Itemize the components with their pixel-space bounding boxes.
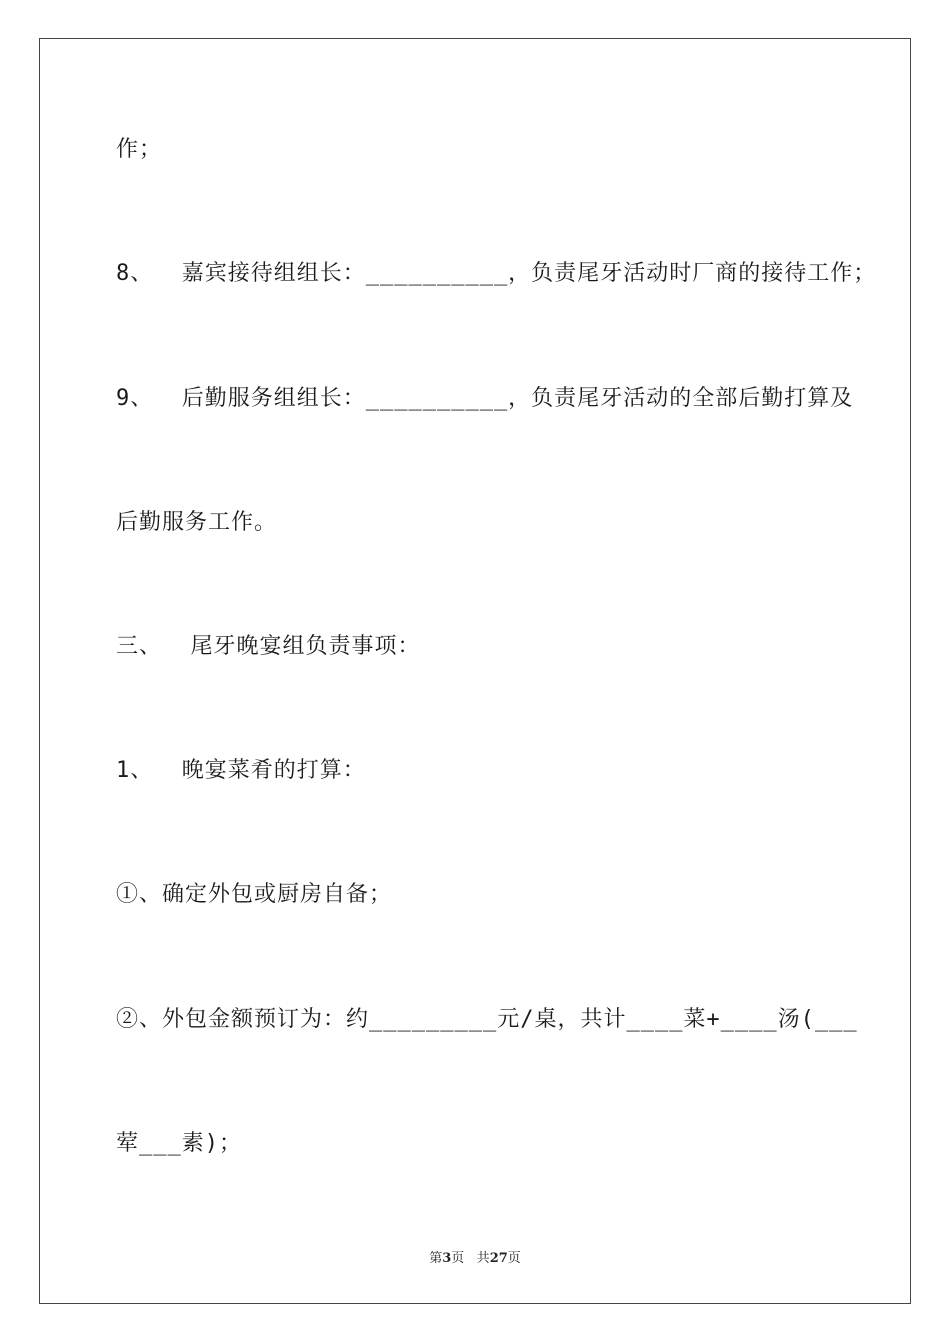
footer-page-suffix: 页 (451, 1251, 465, 1266)
footer-total-suffix: 页 (507, 1251, 521, 1266)
footer-prefix: 第 (429, 1251, 443, 1266)
section-heading: 三、 尾牙晚宴组负责事项： (116, 634, 421, 659)
page-footer (0, 1247, 950, 1266)
text-line-1: 作； (116, 137, 163, 162)
text-line-2: 8、 嘉宾接待组组长：__________，负责尾牙活动时厂商的接待工作； (116, 261, 877, 286)
footer-total-pages: 27 (489, 1251, 508, 1266)
text-line-8: ②、外包金额预订为：约_________元/桌，共计____菜+____汤(___ (116, 1007, 858, 1032)
text-line-3: 9、 后勤服务组组长：__________，负责尾牙活动的全部后勤打算及 (116, 386, 854, 411)
footer-page-number: 3 (442, 1251, 452, 1266)
text-line-7: ①、确定外包或厨房自备； (116, 882, 393, 907)
text-line-4: 后勤服务工作。 (116, 510, 278, 535)
text-line-9: 荤___素)； (116, 1131, 242, 1156)
page-frame (39, 38, 911, 1304)
text-line-6: 1、 晚宴菜肴的打算： (116, 758, 366, 783)
footer-total-prefix: 共 (476, 1251, 490, 1266)
